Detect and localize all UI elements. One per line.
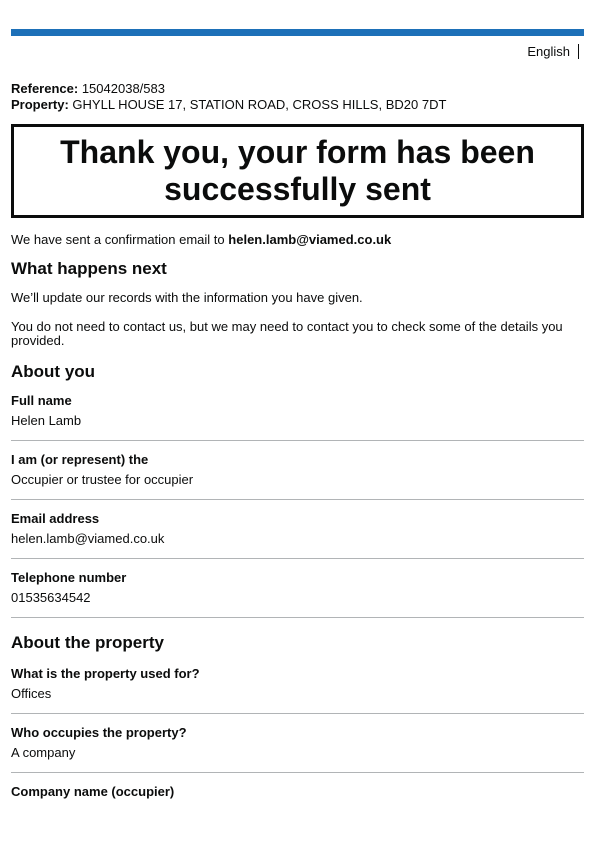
summary-key: Who occupies the property? [11,725,187,740]
what-happens-next-heading: What happens next [11,259,167,278]
summary-row-email-address [11,500,584,559]
summary-value: helen.lamb@viamed.co.uk [11,531,165,546]
reference-value: 15042038/583 [81,81,165,96]
submission-details [11,81,584,113]
summary-value: A company [11,745,76,760]
summary-key: Email address [11,511,100,526]
language-link-english[interactable]: English [527,44,579,59]
header-accent-bar [11,29,584,36]
about-you-heading: About you [11,362,96,381]
reference-line [11,81,584,97]
reference-label: Reference: [11,81,79,96]
property-value: GHYLL HOUSE 17, STATION ROAD, CROSS HILLS, BD20 7DT [72,97,447,112]
summary-row-occupier-type [11,714,584,773]
language-switcher [11,44,584,60]
about-you-summary-list [11,382,584,618]
confirmation-title: Thank you, your form has been successfully sent [60,134,535,207]
property-label: Property: [11,97,69,112]
contact-notice-paragraph: You do not need to contact us, but we may need to contact you to check some of the details you provided. [11,319,563,348]
summary-key: Full name [11,393,72,408]
summary-key: What is the property used for? [11,666,200,681]
summary-row-telephone-number [11,559,584,618]
summary-key: Telephone number [11,570,127,585]
summary-value: Helen Lamb [11,413,82,428]
confirmation-panel [11,124,584,218]
about-property-summary-list [11,655,584,800]
next-steps-paragraph: We’ll update our records with the information you have given. [11,290,363,305]
summary-value: 01535634542 [11,590,91,605]
summary-row-property-use [11,655,584,714]
summary-value: Occupier or trustee for occupier [11,472,194,487]
confirmation-email-address: helen.lamb@viamed.co.uk [228,232,392,247]
confirmation-email-message [11,232,584,248]
summary-key: I am (or represent) the [11,452,149,467]
summary-key: Company name (occupier) [11,784,175,799]
summary-value: Offices [11,686,52,701]
about-the-property-heading: About the property [11,633,164,652]
summary-row-representation [11,441,584,500]
confirmation-email-text: We have sent a confirmation email to [11,232,225,247]
summary-row-full-name [11,382,584,441]
property-line [11,97,584,113]
summary-row-company-name [11,773,584,800]
